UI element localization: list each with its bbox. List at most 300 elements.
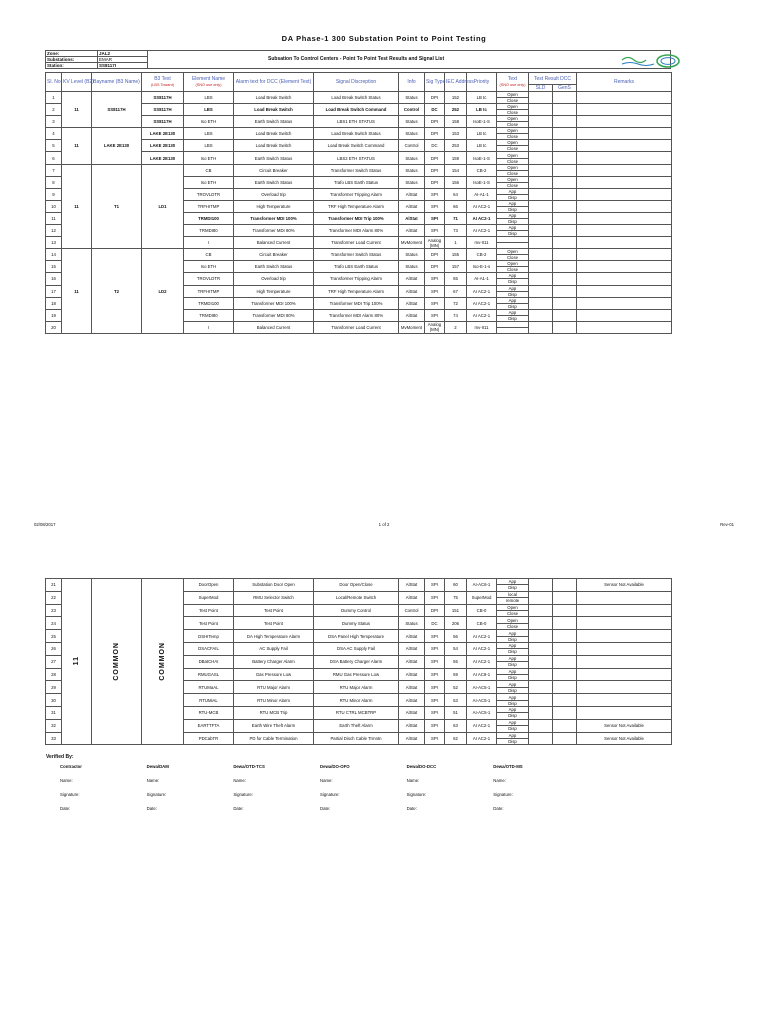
text-state-2: Close <box>496 121 529 127</box>
verified-by-title: Verified By: <box>46 754 74 760</box>
b3text-cell <box>142 579 184 745</box>
sl-cell: 26 <box>46 642 62 655</box>
sl-cell: 32 <box>46 719 62 732</box>
result-gens-cell <box>553 261 577 273</box>
remarks-cell <box>577 128 672 140</box>
alarm-cell: Overload trip <box>234 188 314 200</box>
result-gens-cell <box>553 225 577 237</box>
result-gens-cell <box>553 200 577 212</box>
element-cell: Iso ETH <box>184 261 234 273</box>
iec-cell: 67 <box>445 285 467 297</box>
text-state-2: Disp <box>496 291 529 297</box>
sl-cell: 1 <box>46 92 62 104</box>
sl-cell: 24 <box>46 617 62 630</box>
text-cell <box>497 642 529 655</box>
sigtype-cell: SPI <box>425 668 445 681</box>
element-cell: TROVLDTR <box>184 188 234 200</box>
signal-cell: TRF High Temperature Alarm <box>314 285 399 297</box>
kv-cell: 11 <box>62 128 92 164</box>
text-state-2: Close <box>496 610 529 616</box>
col-bayname: Bayname (B3 Name) <box>92 73 142 92</box>
alarm-cell: Transformer MDI 80% <box>234 309 314 321</box>
text-cell <box>497 176 529 188</box>
table-row <box>46 164 672 176</box>
text-state-1: App <box>508 200 517 206</box>
col-result: Test Result DCC <box>529 73 577 85</box>
text-cell <box>497 655 529 668</box>
result-sld-cell <box>529 273 553 285</box>
result-sld-cell <box>529 237 553 249</box>
priority-cell: AI AC2-1 <box>467 719 497 732</box>
alarm-cell: Transformer MDI 100% <box>234 297 314 309</box>
col-priority: Priority <box>467 73 497 92</box>
text-cell <box>497 694 529 707</box>
iec-cell: 54 <box>445 642 467 655</box>
station-label: Station: <box>46 63 98 69</box>
bayname-cell: LAKE 2E130 <box>92 128 142 164</box>
signal-cell: DSA Panel High Temperature <box>314 630 399 643</box>
col-b3text <box>142 73 184 92</box>
col-element <box>184 73 234 92</box>
element-cell: TRMDI80 <box>184 225 234 237</box>
signal-cell: Load Break Switch Status <box>314 128 399 140</box>
signal-cell: Trafo LBS Earth Status <box>314 261 399 273</box>
iec-cell: 158 <box>445 116 467 128</box>
alarm-cell: Earth Switch Status <box>234 152 314 164</box>
iec-cell: 154 <box>445 164 467 176</box>
date-line: Date: <box>406 806 417 811</box>
alarm-cell: Earth Wire Theft Alarm <box>234 719 314 732</box>
col-text <box>497 73 529 92</box>
alarm-cell: RTU Minor Alarm <box>234 694 314 707</box>
date-line: Date: <box>233 806 244 811</box>
text-state-1: App <box>508 732 517 738</box>
text-state-2: Close <box>496 182 529 188</box>
table-row <box>46 128 672 140</box>
info-cell: AlStat <box>399 655 425 668</box>
text-cell <box>497 237 529 249</box>
text-cell <box>497 297 529 309</box>
text-state-1: Open <box>507 249 518 255</box>
bayname-cell-label: COMMON <box>113 641 120 681</box>
element-cell: TRFHITMP <box>184 200 234 212</box>
iec-cell: 73 <box>445 225 467 237</box>
priority-cell: IsoE-1-S <box>467 176 497 188</box>
col-sl: Sl. No <box>46 73 62 92</box>
text-state-2: Close <box>496 145 529 151</box>
bayname-cell: T1 <box>92 164 142 249</box>
col-b3text-label: B3 Text <box>154 76 171 82</box>
text-cell <box>497 140 529 152</box>
text-state-2: Disp <box>496 712 529 718</box>
col-element-note: (SNO use only) <box>195 83 222 87</box>
priority-cell: AI AC2-1 <box>467 225 497 237</box>
info-cell: AlStat <box>399 706 425 719</box>
text-cell <box>497 604 529 617</box>
signal-cell: Transformer MDI Alarm 80% <box>314 309 399 321</box>
info-cell: Control <box>399 140 425 152</box>
sl-cell: 16 <box>46 273 62 285</box>
remarks-cell <box>577 152 672 164</box>
iec-cell: 56 <box>445 630 467 643</box>
sigtype-cell: Analog (MN) <box>425 237 445 249</box>
remarks-cell <box>577 188 672 200</box>
element-cell: TROVLDTR <box>184 273 234 285</box>
remarks-cell <box>577 225 672 237</box>
text-state-2: Disp <box>496 725 529 731</box>
remarks-cell <box>577 273 672 285</box>
text-cell <box>497 261 529 273</box>
col-signal: Signal Discreption <box>314 73 399 92</box>
sl-cell: 27 <box>46 655 62 668</box>
sl-cell: 2 <box>46 104 62 116</box>
text-state-1: App <box>508 694 517 700</box>
element-cell: TRMDI100 <box>184 297 234 309</box>
text-state-2: Close <box>496 97 529 103</box>
text-cell <box>497 128 529 140</box>
text-state-2 <box>496 242 529 243</box>
element-cell: I <box>184 321 234 333</box>
text-state-2: Disp <box>496 303 529 309</box>
bayname-cell: T2 <box>92 249 142 334</box>
remarks-cell <box>577 297 672 309</box>
remarks-cell <box>577 212 672 224</box>
alarm-cell: RTU MCB Trip <box>234 706 314 719</box>
sl-cell: 9 <box>46 188 62 200</box>
sigtype-cell: SPI <box>425 200 445 212</box>
b3text-cell: LAKE 2E130 <box>142 128 184 140</box>
text-cell <box>497 212 529 224</box>
col-iec: IEC Address <box>445 73 467 92</box>
text-state-2: Disp <box>496 206 529 212</box>
alarm-cell: AC Supply Fail <box>234 642 314 655</box>
priority-cell: CB-2 <box>467 164 497 176</box>
b3text-cell: LD1 <box>142 164 184 249</box>
result-sld-cell <box>529 309 553 321</box>
result-sld-cell <box>529 200 553 212</box>
info-cell: Status <box>399 116 425 128</box>
result-sld-cell <box>529 261 553 273</box>
info-cell: AlStat <box>399 309 425 321</box>
text-cell <box>497 591 529 604</box>
text-state-2: Close <box>496 254 529 260</box>
verifier-name: Contractor <box>60 764 82 769</box>
sigtype-cell: SPI <box>425 273 445 285</box>
table-row <box>46 579 672 592</box>
sl-cell: 25 <box>46 630 62 643</box>
signal-table-page-1 <box>45 72 672 334</box>
sl-cell: 12 <box>46 225 62 237</box>
zone-value: JAL2 <box>98 51 148 57</box>
iec-cell: 71 <box>445 212 467 224</box>
signal-cell: LBS1 ETH STATUS <box>314 116 399 128</box>
sl-cell: 31 <box>46 706 62 719</box>
substation-label: Substations: <box>46 57 98 63</box>
alarm-cell: Gas Pressure Low <box>234 668 314 681</box>
remarks-cell <box>577 176 672 188</box>
signature-line: Signature: <box>319 792 340 797</box>
verifier-name: Dewa/OTD-MS <box>493 764 523 769</box>
result-gens-cell <box>553 285 577 297</box>
b3text-cell: LD2 <box>142 249 184 334</box>
signal-cell: Transformer MDI Trip 100% <box>314 297 399 309</box>
signature-line: Signature: <box>146 792 167 797</box>
result-sld-cell <box>529 116 553 128</box>
priority-cell: AI AC2-1 <box>467 630 497 643</box>
text-state-2: Close <box>496 623 529 629</box>
text-cell <box>497 249 529 261</box>
sigtype-cell: SPI <box>425 285 445 297</box>
col-text-label: Text <box>507 76 518 82</box>
text-state-2: Close <box>496 158 529 164</box>
element-cell: I <box>184 237 234 249</box>
text-cell <box>497 706 529 719</box>
signal-cell: Transformer Load Current <box>314 321 399 333</box>
verifier-row <box>60 764 580 778</box>
text-cell <box>497 732 529 745</box>
iec-cell: 157 <box>445 261 467 273</box>
text-state-1: App <box>508 707 517 713</box>
element-cell: LBS <box>184 128 234 140</box>
iec-cell: 66 <box>445 200 467 212</box>
sl-cell: 14 <box>46 249 62 261</box>
signal-cell: DSA AC Supply Fail <box>314 642 399 655</box>
iec-cell: 253 <box>445 140 467 152</box>
iec-cell: 2 <box>445 321 467 333</box>
sigtype-cell: DPI <box>425 261 445 273</box>
info-cell: Status <box>399 261 425 273</box>
sl-cell: 7 <box>46 164 62 176</box>
info-cell: AlStat <box>399 188 425 200</box>
result-gens-cell <box>553 176 577 188</box>
text-state-2: Disp <box>496 278 529 284</box>
text-state-1: App <box>508 297 517 303</box>
alarm-cell: PD for Cable Termination <box>234 732 314 745</box>
text-state-1: Open <box>507 140 518 146</box>
alarm-cell: Balanced Current <box>234 321 314 333</box>
info-cell: Status <box>399 164 425 176</box>
result-sld-cell <box>529 140 553 152</box>
sigtype-cell: SPI <box>425 655 445 668</box>
page-title: DA Phase-1 300 Substation Point to Point Testing <box>281 34 487 43</box>
sigtype-cell: SPI <box>425 719 445 732</box>
iec-cell: 55 <box>445 655 467 668</box>
alarm-cell: Balanced Current <box>234 237 314 249</box>
date-line: Date: <box>319 806 331 811</box>
result-sld-cell <box>529 630 553 643</box>
alarm-cell: DA High Temperature Alarm <box>234 630 314 643</box>
priority-cell: IsoE-1-S <box>467 152 497 164</box>
text-state-2: Disp <box>496 218 529 224</box>
element-cell: SuperMod <box>184 591 234 604</box>
signal-cell: Load Break Switch Command <box>314 140 399 152</box>
result-sld-cell <box>529 176 553 188</box>
remarks-cell <box>577 92 672 104</box>
result-gens-cell <box>553 719 577 732</box>
alarm-cell: High Temperature <box>234 200 314 212</box>
result-sld-cell <box>529 297 553 309</box>
text-state-2: Disp <box>496 315 529 321</box>
priority-cell: AI-A1-1 <box>467 273 497 285</box>
signal-cell: RTU Minor Alarm <box>314 694 399 707</box>
info-cell: AlStat <box>399 694 425 707</box>
text-state-1: Open <box>507 176 518 182</box>
alarm-cell: Earth Switch Status <box>234 116 314 128</box>
alarm-cell: Earth Switch Status <box>234 261 314 273</box>
remarks-cell <box>577 237 672 249</box>
alarm-cell: Load Break Switch <box>234 140 314 152</box>
text-cell <box>497 579 529 592</box>
text-cell <box>497 188 529 200</box>
result-gens-cell <box>553 104 577 116</box>
text-state-1: App <box>508 656 517 662</box>
info-cell: Control <box>399 104 425 116</box>
result-gens-cell <box>553 164 577 176</box>
remarks-cell: Sensor Not Available <box>577 719 672 732</box>
text-cell <box>497 668 529 681</box>
text-cell <box>497 719 529 732</box>
remarks-cell <box>577 617 672 630</box>
sl-cell: 29 <box>46 681 62 694</box>
b3text-cell: LAKE 2E130 <box>142 140 184 152</box>
info-cell: Status <box>399 176 425 188</box>
alarm-cell: Load Break Switch <box>234 104 314 116</box>
result-gens-cell <box>553 212 577 224</box>
kv-cell-label: 11 <box>73 656 80 666</box>
priority-cell: Iso-E-1-s <box>467 261 497 273</box>
result-sld-cell <box>529 321 553 333</box>
iec-cell: 52 <box>445 681 467 694</box>
bayname-cell: SS8117H <box>92 92 142 128</box>
alarm-cell: Battery Charger Alarm <box>234 655 314 668</box>
iec-cell: 156 <box>445 176 467 188</box>
text-state-1: Open <box>507 92 518 98</box>
result-sld-cell <box>529 92 553 104</box>
info-cell: AlStat <box>399 630 425 643</box>
sl-cell: 11 <box>46 212 62 224</box>
element-cell: DBatCHAI <box>184 655 234 668</box>
signal-cell: Transformer MDI Trip 100% <box>314 212 399 224</box>
info-cell: AlStat <box>399 579 425 592</box>
remarks-cell: Sensor Not Available <box>577 579 672 592</box>
text-state-1: Open <box>507 104 518 110</box>
text-state-2: Close <box>496 266 529 272</box>
result-sld-cell <box>529 732 553 745</box>
text-state-1: Open <box>507 604 518 610</box>
result-gens-cell <box>553 579 577 592</box>
signal-cell: Trafo LBS Earth Status <box>314 176 399 188</box>
text-state-2: remote <box>496 597 529 603</box>
iec-cell: 72 <box>445 297 467 309</box>
priority-cell: LB tc <box>467 104 497 116</box>
sl-cell: 8 <box>46 176 62 188</box>
date-line: Date: <box>60 806 71 811</box>
alarm-cell: RMU Selector Switch <box>234 591 314 604</box>
priority-cell: mv-II11 <box>467 321 497 333</box>
name-line: Name: <box>493 778 506 783</box>
result-gens-cell <box>553 92 577 104</box>
sl-cell: 23 <box>46 604 62 617</box>
priority-cell: CB-0 <box>467 604 497 617</box>
text-state-2: Disp <box>496 230 529 236</box>
b3text-cell: SS8117H <box>142 116 184 128</box>
text-cell <box>497 309 529 321</box>
sl-cell: 17 <box>46 285 62 297</box>
col-text-note: (SNO use only) <box>499 83 526 87</box>
alarm-cell: High Temperature <box>234 285 314 297</box>
footer-page: 1 of 2 <box>378 522 390 527</box>
name-line: Name: <box>319 778 333 783</box>
result-gens-cell <box>553 140 577 152</box>
remarks-cell <box>577 642 672 655</box>
text-state-1: Open <box>507 152 518 158</box>
signature-line: Signature: <box>60 792 80 797</box>
text-cell <box>497 273 529 285</box>
info-cell: AlStat <box>399 732 425 745</box>
text-state-2: Close <box>496 133 529 139</box>
element-cell: Test Point <box>184 617 234 630</box>
priority-cell: AI-AC6-1 <box>467 579 497 592</box>
text-cell <box>497 681 529 694</box>
text-cell <box>497 116 529 128</box>
text-cell <box>497 200 529 212</box>
result-sld-cell <box>529 706 553 719</box>
sigtype-cell: SPI <box>425 591 445 604</box>
iec-cell: 51 <box>445 706 467 719</box>
alarm-cell: RTU Major Alarm <box>234 681 314 694</box>
sigtype-cell: DPI <box>425 249 445 261</box>
alarm-cell: Load Break Switch <box>234 128 314 140</box>
element-cell: LBS <box>184 140 234 152</box>
text-state-1: App <box>508 579 517 585</box>
remarks-cell: Sensor Not Available <box>577 732 672 745</box>
sl-cell: 22 <box>46 591 62 604</box>
header-info-table <box>45 50 671 69</box>
result-gens-cell <box>553 681 577 694</box>
info-cell: MvMoment <box>399 321 425 333</box>
sigtype-cell: SPI <box>425 225 445 237</box>
remarks-cell <box>577 706 672 719</box>
text-state-1: App <box>508 212 517 218</box>
sigtype-cell: DPI <box>425 164 445 176</box>
signal-cell: Transformer Load Current <box>314 237 399 249</box>
info-cell: AlStat <box>399 225 425 237</box>
sl-cell: 6 <box>46 152 62 164</box>
text-cell <box>497 285 529 297</box>
text-state-2: Disp <box>496 584 529 590</box>
b3text-cell: LAKE 2E130 <box>142 152 184 164</box>
element-cell: CB <box>184 249 234 261</box>
signal-cell: RTU CTRL MCBTRP <box>314 706 399 719</box>
result-sld-cell <box>529 188 553 200</box>
sigtype-cell: SPI <box>425 212 445 224</box>
alarm-cell: Overload trip <box>234 273 314 285</box>
alarm-cell: Substation Door Open <box>234 579 314 592</box>
priority-cell: AI AC2-1 <box>467 200 497 212</box>
sl-cell: 30 <box>46 694 62 707</box>
info-cell: AlStat <box>399 642 425 655</box>
signal-cell: Transformer Tripping Alarm <box>314 273 399 285</box>
text-state-2: Close <box>496 109 529 115</box>
result-gens-cell <box>553 642 577 655</box>
signature-line: Signature: <box>233 792 253 797</box>
signal-cell: Dummy Control <box>314 604 399 617</box>
result-sld-cell <box>529 285 553 297</box>
text-state-1: App <box>508 668 517 674</box>
alarm-cell: Transformer MDI 100% <box>234 212 314 224</box>
alarm-cell: Transformer MDI 80% <box>234 225 314 237</box>
signal-cell: Load Break Switch Command <box>314 104 399 116</box>
